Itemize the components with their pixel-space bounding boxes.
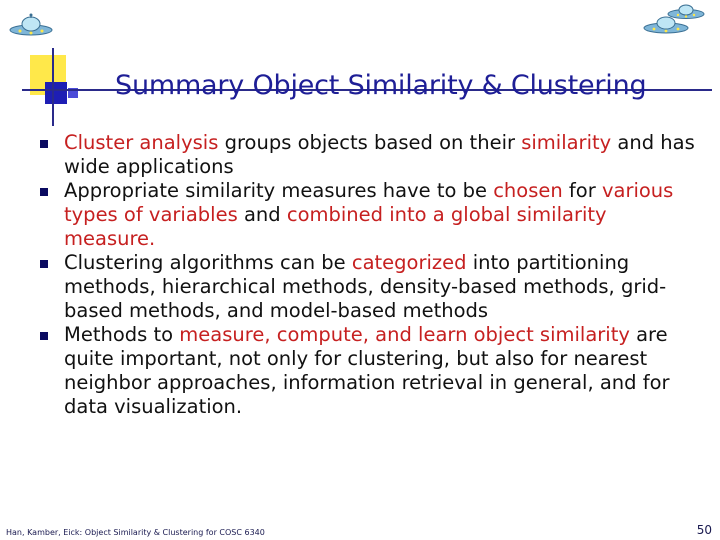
ufo-icon bbox=[640, 12, 700, 40]
bullet-segment: chosen bbox=[493, 179, 563, 202]
bullet-segment: and has wide applications bbox=[64, 131, 695, 178]
bullet-list bbox=[40, 131, 700, 419]
bullet-segment: for bbox=[562, 179, 602, 202]
bullet-segment: measure, compute, and learn object similarity bbox=[179, 323, 630, 346]
bullet-segment: similarity bbox=[521, 131, 612, 154]
bullet-item bbox=[40, 131, 700, 179]
square-bullet-icon bbox=[40, 260, 48, 268]
square-bullet-icon bbox=[40, 332, 48, 340]
bullet-segment: categorized bbox=[351, 251, 467, 274]
square-bullet-icon bbox=[40, 140, 48, 148]
bullet-item bbox=[40, 251, 700, 323]
bullet-segment: combined into a global similarity measure. bbox=[64, 203, 607, 250]
footer-text: Han, Kamber, Eick: Object Similarity & Clustering for COSC 6340 bbox=[6, 528, 265, 537]
ufo-icon bbox=[8, 10, 54, 40]
bullet-segment: groups objects based on their bbox=[218, 131, 522, 154]
bullet-segment: into partitioning methods, hierarchical methods, density-based methods, grid-based methods, and model-based methods bbox=[64, 251, 667, 322]
bullet-segment: various types of variables bbox=[64, 179, 674, 226]
bullet-segment: Clustering algorithms can be bbox=[64, 251, 352, 274]
bullet-item bbox=[40, 323, 700, 419]
bullet-segment: Methods to bbox=[64, 323, 180, 346]
bullet-segment: Cluster analysis bbox=[64, 131, 219, 154]
bullet-segment: are quite important, not only for clustering, but also for nearest neighbor approaches, information retrieval in general, and for data visualization. bbox=[64, 323, 670, 418]
decorative-blue-square bbox=[45, 82, 67, 104]
bullet-segment: Appropriate similarity measures have to be bbox=[64, 179, 494, 202]
page-number: 50 bbox=[696, 523, 712, 537]
decorative-vertical-line bbox=[52, 48, 54, 126]
bullet-item bbox=[40, 179, 700, 251]
slide-title: Summary Object Similarity & Clustering bbox=[115, 70, 647, 101]
square-bullet-icon bbox=[40, 188, 48, 196]
bullet-segment: and bbox=[237, 203, 287, 226]
